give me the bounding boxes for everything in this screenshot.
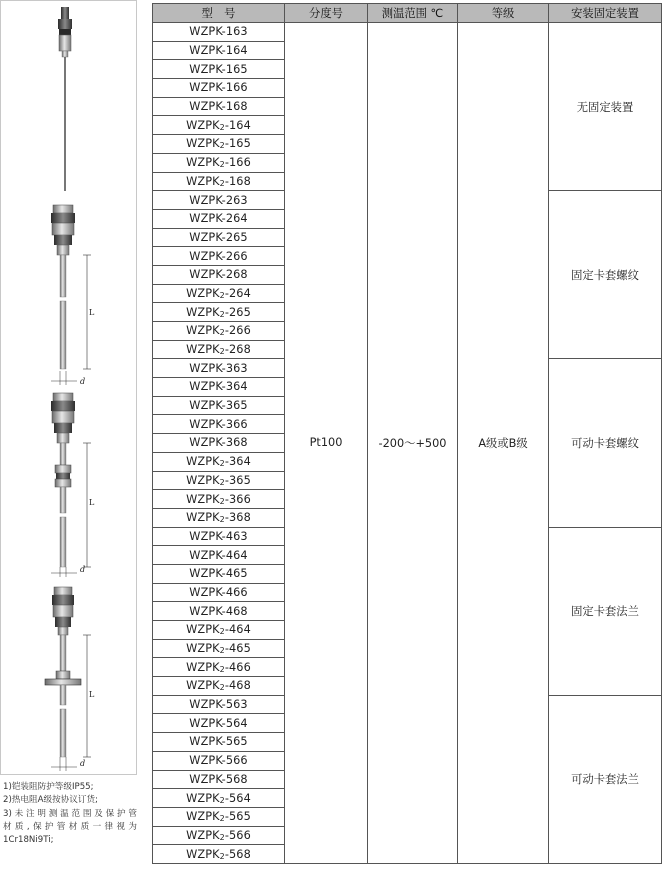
model-cell	[153, 471, 285, 490]
note-3: 3)未注明测温范围及保护管	[3, 808, 137, 819]
model-cell	[153, 97, 285, 116]
model-base: WZPK-164	[189, 44, 248, 58]
model-cell	[153, 116, 285, 135]
model-suffix: -465	[224, 642, 251, 656]
model-base: WZPK-268	[189, 268, 248, 282]
model-base: WZPK-463	[189, 529, 248, 543]
drawing-no-fixing	[58, 7, 72, 191]
model-cell	[153, 191, 285, 210]
model-subscript: 2	[219, 328, 225, 338]
model-cell	[153, 751, 285, 770]
model-cell	[153, 41, 285, 60]
model-base: WZPK-563	[189, 698, 248, 712]
model-base: WZPK-365	[189, 399, 248, 413]
range-cell: -200～+500	[368, 23, 458, 864]
model-cell	[153, 658, 285, 677]
model-cell	[153, 153, 285, 172]
model-cell	[153, 172, 285, 191]
model-base: WZPK-465	[189, 567, 248, 581]
model-base: WZPK	[186, 324, 220, 338]
dimension-length-label-3: L	[89, 690, 95, 699]
model-suffix: -566	[224, 828, 251, 842]
model-cell	[153, 714, 285, 733]
model-subscript: 2	[219, 122, 225, 132]
model-base: WZPK	[186, 828, 220, 842]
model-base: WZPK-168	[189, 100, 248, 114]
table-header-row	[153, 4, 662, 23]
product-drawings	[1, 1, 138, 776]
model-suffix: -265	[224, 305, 251, 319]
drawing-movable-thread	[51, 393, 91, 577]
dimension-diameter-label-1: d	[80, 377, 86, 386]
note-2: 2)热电阻A级按协议订货;	[3, 795, 98, 806]
model-base: WZPK-265	[189, 230, 248, 244]
model-subscript: 2	[219, 309, 225, 319]
model-cell	[153, 826, 285, 845]
mount-cell: 无固定装置	[549, 23, 662, 191]
model-base: WZPK	[186, 642, 220, 656]
note-5: 1Cr18Ni9Ti;	[3, 835, 54, 846]
model-subscript: 2	[219, 683, 225, 693]
model-base: WZPK-368	[189, 436, 248, 450]
model-base: WZPK	[186, 810, 220, 824]
model-suffix: -166	[224, 156, 251, 170]
model-base: WZPK-364	[189, 380, 248, 394]
spec-table	[152, 3, 662, 864]
note-4: 材质,保护管材质一律视为	[3, 821, 137, 832]
dimension-diameter-label-2: d	[80, 565, 86, 574]
model-cell	[153, 209, 285, 228]
mount-cell: 可动卡套法兰	[549, 695, 662, 863]
model-base: WZPK-166	[189, 81, 248, 95]
model-base: WZPK	[186, 156, 220, 170]
model-cell	[153, 733, 285, 752]
dimension-length-label-2: L	[89, 498, 95, 507]
model-cell	[153, 807, 285, 826]
model-cell	[153, 60, 285, 79]
model-suffix: -464	[224, 623, 251, 637]
model-cell	[153, 845, 285, 864]
model-cell	[153, 434, 285, 453]
model-base: WZPK-366	[189, 417, 248, 431]
model-suffix: -568	[224, 847, 251, 861]
model-cell	[153, 695, 285, 714]
model-suffix: -164	[224, 118, 251, 132]
model-base: WZPK-263	[189, 193, 248, 207]
model-subscript: 2	[219, 347, 225, 357]
model-suffix: -468	[224, 679, 251, 693]
model-cell	[153, 602, 285, 621]
model-subscript: 2	[219, 290, 225, 300]
model-cell	[153, 583, 285, 602]
model-base: WZPK-466	[189, 585, 248, 599]
model-base: WZPK-468	[189, 604, 248, 618]
model-subscript: 2	[219, 141, 225, 151]
model-cell	[153, 340, 285, 359]
model-suffix: -268	[224, 343, 251, 357]
model-cell	[153, 23, 285, 42]
note-1: 1)铠装阻防护等级IP55;	[3, 782, 94, 792]
model-suffix: -564	[224, 791, 251, 805]
model-cell	[153, 789, 285, 808]
model-base: WZPK	[186, 137, 220, 151]
model-cell	[153, 135, 285, 154]
model-suffix: -565	[224, 810, 251, 824]
model-subscript: 2	[219, 832, 225, 842]
model-base: WZPK-363	[189, 361, 248, 375]
model-base: WZPK-565	[189, 735, 248, 749]
model-subscript: 2	[219, 627, 225, 637]
model-cell	[153, 378, 285, 397]
header-range: 测温范围 ℃	[368, 4, 458, 23]
model-base: WZPK-165	[189, 62, 248, 76]
model-suffix: -365	[224, 473, 251, 487]
model-cell	[153, 770, 285, 789]
model-base: WZPK-464	[189, 548, 248, 562]
drawing-fixed-thread	[51, 205, 91, 385]
model-base: WZPK	[186, 455, 220, 469]
model-cell	[153, 415, 285, 434]
header-grade: 等级	[458, 4, 549, 23]
mount-cell: 可动卡套螺纹	[549, 359, 662, 527]
model-subscript: 2	[219, 178, 225, 188]
drawing-flange	[45, 587, 91, 771]
model-base: WZPK	[186, 118, 220, 132]
model-base: WZPK	[186, 791, 220, 805]
grade-cell: A级或B级	[458, 23, 549, 864]
model-cell	[153, 677, 285, 696]
model-cell	[153, 228, 285, 247]
table-body	[153, 23, 662, 864]
model-base: WZPK	[186, 174, 220, 188]
model-cell	[153, 508, 285, 527]
mount-cell: 固定卡套螺纹	[549, 191, 662, 359]
model-subscript: 2	[219, 496, 225, 506]
model-suffix: -266	[224, 324, 251, 338]
mount-cell: 固定卡套法兰	[549, 527, 662, 695]
header-mount: 安装固定装置	[549, 4, 662, 23]
model-cell	[153, 621, 285, 640]
model-subscript: 2	[219, 477, 225, 487]
model-base: WZPK	[186, 623, 220, 637]
model-base: WZPK-568	[189, 772, 248, 786]
model-base: WZPK-564	[189, 716, 248, 730]
table-row	[153, 23, 662, 42]
model-suffix: -165	[224, 137, 251, 151]
model-suffix: -366	[224, 492, 251, 506]
model-base: WZPK	[186, 492, 220, 506]
model-cell	[153, 322, 285, 341]
header-model: 型 号	[153, 4, 285, 23]
header-division: 分度号	[285, 4, 368, 23]
model-cell	[153, 527, 285, 546]
model-suffix: -168	[224, 174, 251, 188]
model-subscript: 2	[219, 851, 225, 861]
model-base: WZPK	[186, 305, 220, 319]
model-subscript: 2	[219, 160, 225, 170]
model-subscript: 2	[219, 459, 225, 469]
model-cell	[153, 303, 285, 322]
model-base: WZPK	[186, 511, 220, 525]
dimension-diameter-label-3: d	[80, 759, 86, 768]
model-cell	[153, 284, 285, 303]
model-cell	[153, 396, 285, 415]
model-subscript: 2	[219, 646, 225, 656]
notes	[3, 781, 137, 847]
model-base: WZPK	[186, 847, 220, 861]
model-base: WZPK	[186, 286, 220, 300]
model-cell	[153, 359, 285, 378]
model-base: WZPK-163	[189, 25, 248, 39]
model-subscript: 2	[219, 664, 225, 674]
model-subscript: 2	[219, 515, 225, 525]
model-cell	[153, 546, 285, 565]
division-cell: Pt100	[285, 23, 368, 864]
model-cell	[153, 564, 285, 583]
dimension-length-label-1: L	[89, 308, 95, 317]
model-base: WZPK	[186, 660, 220, 674]
model-cell	[153, 79, 285, 98]
model-base: WZPK-264	[189, 212, 248, 226]
model-cell	[153, 490, 285, 509]
model-suffix: -364	[224, 455, 251, 469]
model-subscript: 2	[219, 795, 225, 805]
model-cell	[153, 452, 285, 471]
model-subscript: 2	[219, 814, 225, 824]
model-base: WZPK-566	[189, 754, 248, 768]
model-cell	[153, 265, 285, 284]
illustration-panel	[0, 0, 137, 775]
model-base: WZPK-266	[189, 249, 248, 263]
model-base: WZPK	[186, 679, 220, 693]
model-base: WZPK	[186, 473, 220, 487]
model-cell	[153, 639, 285, 658]
model-suffix: -466	[224, 660, 251, 674]
model-base: WZPK	[186, 343, 220, 357]
model-suffix: -264	[224, 286, 251, 300]
model-cell	[153, 247, 285, 266]
model-suffix: -368	[224, 511, 251, 525]
